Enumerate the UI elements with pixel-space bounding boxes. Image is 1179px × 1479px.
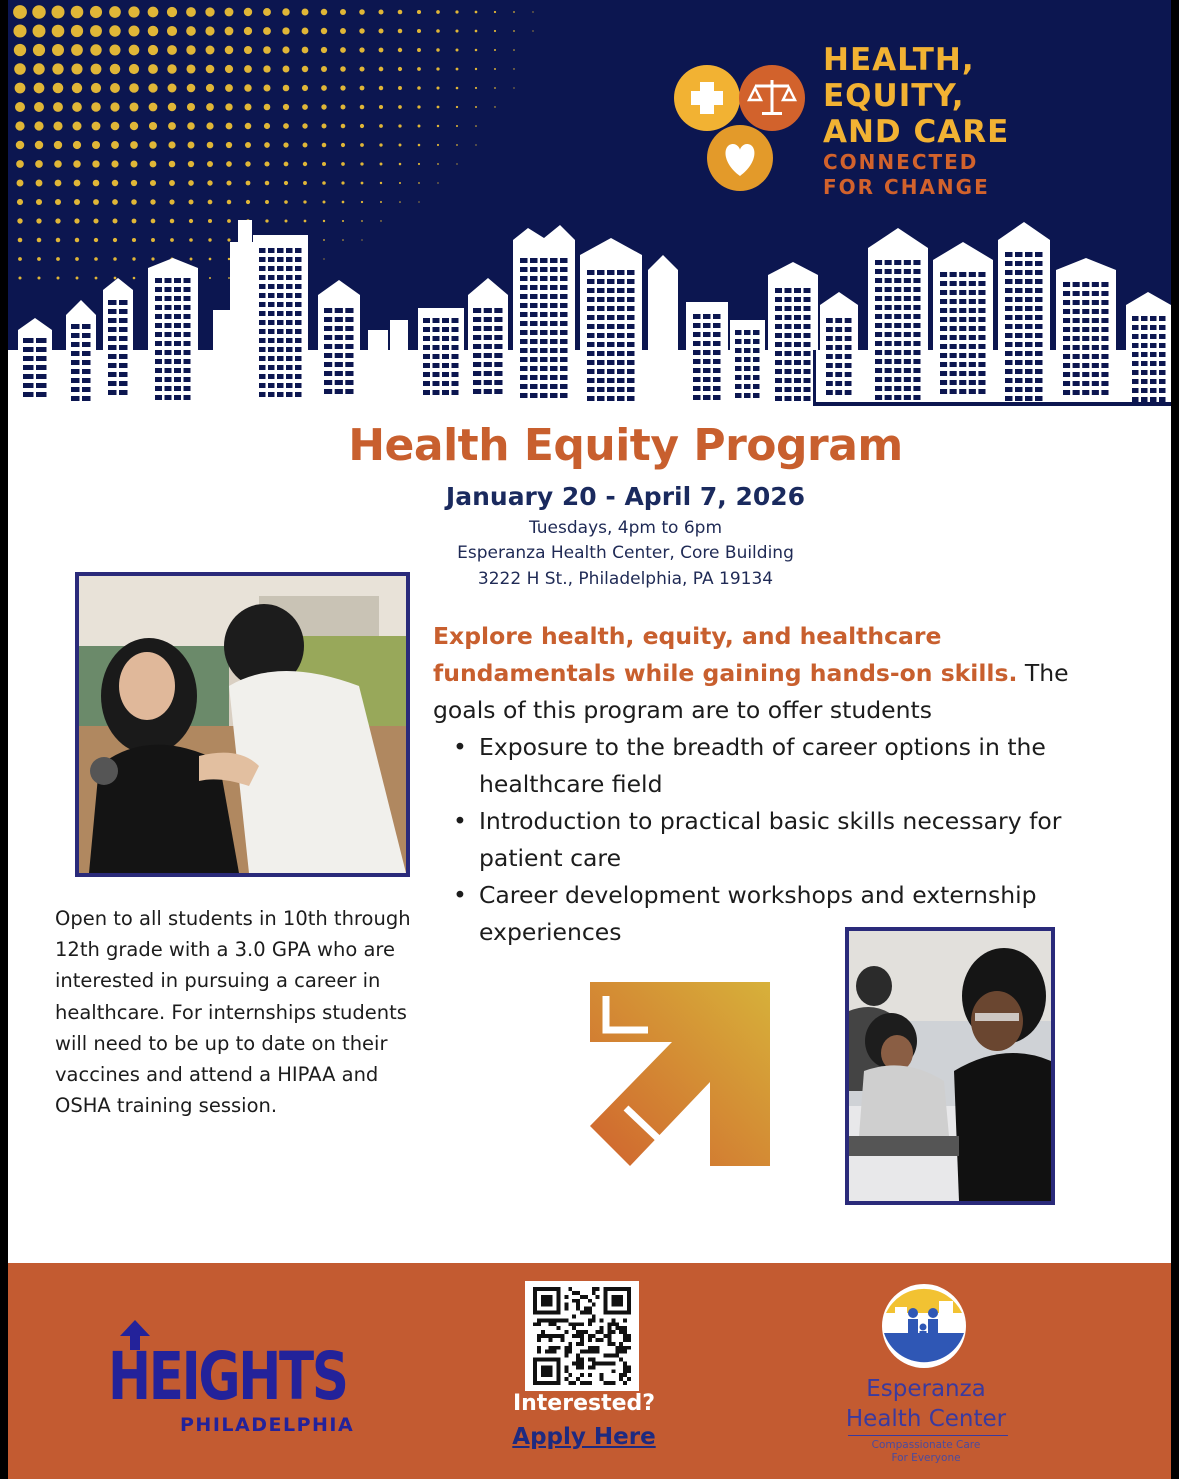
- program-location: Esperanza Health Center, Core Building: [457, 543, 794, 563]
- students-stethoscope-photo: [75, 572, 410, 877]
- header-banner: [8, 0, 1171, 410]
- heights-subtitle: PHILADELPHIA: [180, 1414, 355, 1436]
- interested-prompt: Interested?: [512, 1391, 656, 1416]
- description-intro: The goals of this program are to offer students: [433, 659, 1069, 724]
- esperanza-name-line-1: Esperanza: [866, 1376, 986, 1402]
- esperanza-logo-icon: [881, 1283, 967, 1369]
- health-equity-care-logo: [673, 42, 1153, 202]
- qr-code[interactable]: [525, 1281, 639, 1391]
- program-description: [433, 618, 1083, 951]
- program-dates: January 20 - April 7, 2026: [445, 482, 806, 511]
- program-title: Health Equity Program: [348, 420, 903, 471]
- apply-here-link[interactable]: Apply Here: [512, 1424, 656, 1450]
- logo-sub-line-1: CONNECTED: [823, 150, 979, 174]
- upward-arrow-icon: [578, 978, 774, 1174]
- program-address: 3222 H St., Philadelphia, PA 19134: [477, 569, 774, 589]
- description-lead: Explore health, equity, and healthcare fundamentals while gaining hands-on skills.: [433, 622, 1018, 687]
- goal-item-1: • Exposure to the breadth of career options in the healthcare field: [453, 729, 1083, 803]
- logo-line-3: AND CARE: [823, 114, 1010, 150]
- flyer: [8, 0, 1171, 1479]
- eligibility-text: Open to all students in 10th through 12th grade with a 3.0 GPA who are interested in pursuing a career in healthcare. For internships students will need to be up to date on their vaccines and attend a HIPAA and OSHA training session.: [55, 907, 411, 1118]
- qr-code-icon: [531, 1287, 633, 1385]
- esperanza-tagline-2: For Everyone: [891, 1452, 961, 1464]
- logo-sub-line-2: FOR CHANGE: [823, 175, 990, 199]
- goals-list: [453, 729, 1083, 951]
- esperanza-name-line-2: Health Center: [845, 1406, 1007, 1432]
- heights-philadelphia-logo: [108, 1320, 358, 1440]
- logo-line-1: HEALTH,: [823, 42, 975, 78]
- esperanza-tagline-1: Compassionate Care: [871, 1439, 981, 1451]
- city-skyline: [8, 220, 1171, 410]
- heights-wordmark: HEIGHTS: [108, 1338, 347, 1415]
- goal-item-3: • Career development workshops and externship experiences: [453, 877, 1083, 951]
- esperanza-divider: [848, 1435, 1008, 1436]
- program-schedule: Tuesdays, 4pm to 6pm: [528, 518, 723, 538]
- logo-line-2: EQUITY,: [823, 78, 965, 114]
- students-practice-photo: [845, 927, 1055, 1205]
- goal-item-2: • Introduction to practical basic skills necessary for patient care: [453, 803, 1083, 877]
- logo-circles-icon: [673, 64, 808, 194]
